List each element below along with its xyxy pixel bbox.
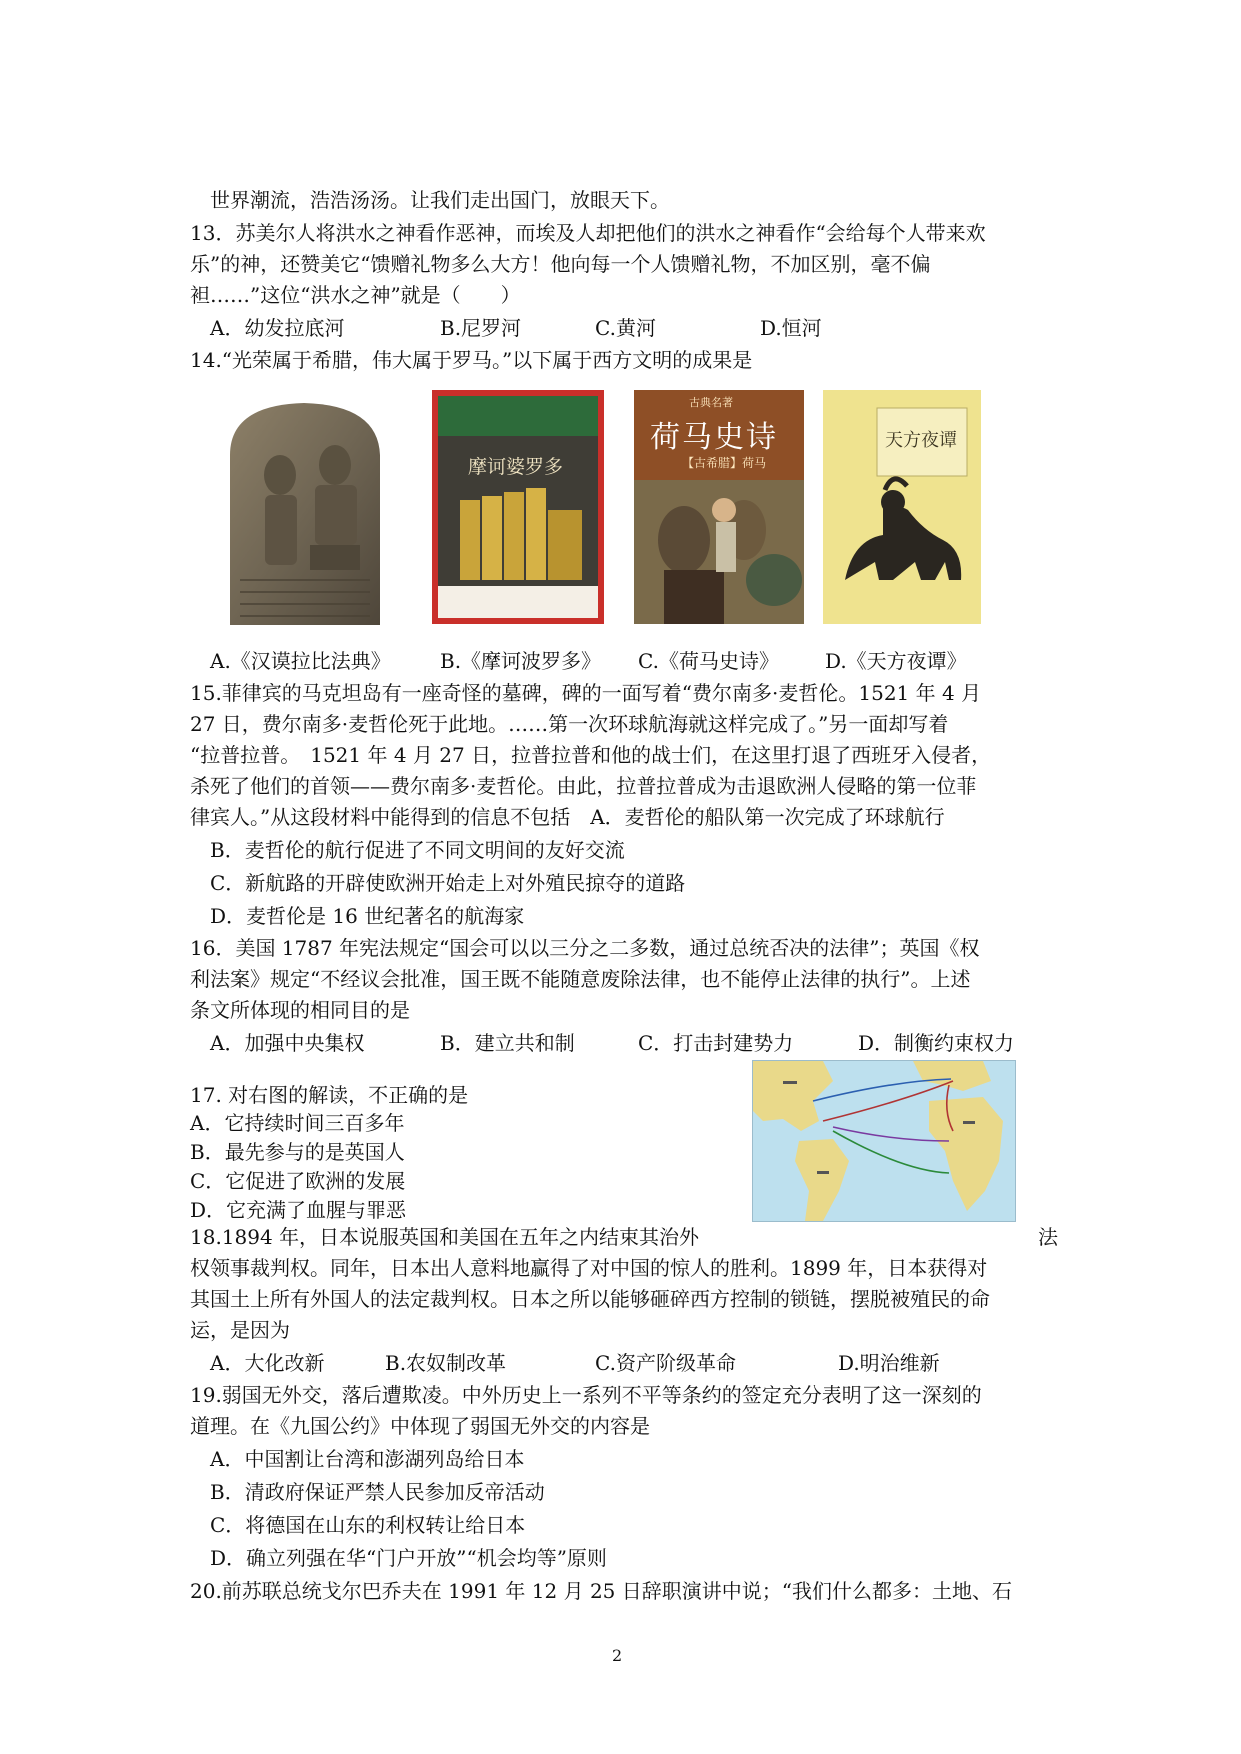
hammurabi-stele-image xyxy=(210,395,398,625)
mahabharata-books-image xyxy=(432,390,604,624)
q15-option-c: C．新航路的开辟使欧洲开始走上对外殖民掠夺的道路 xyxy=(210,871,686,895)
intro-line: 世界潮流，浩浩汤汤。让我们走出国门，放眼天下。 xyxy=(210,188,670,212)
homer-cover-author: 【古希腊】荷马 xyxy=(682,456,767,470)
q17-line-1: 17. 对右图的解读，不正确的是 xyxy=(190,1083,469,1107)
q18-option-c: C.资产阶级革命 xyxy=(595,1351,736,1375)
q14-option-c: C.《荷马史诗》 xyxy=(638,649,779,673)
q17-option-b: B．最先参与的是英国人 xyxy=(190,1140,405,1164)
q13-option-c: C.黄河 xyxy=(595,316,656,340)
q13-option-b: B.尼罗河 xyxy=(440,316,522,340)
q18-line-1-trail: 法 xyxy=(1038,1225,1058,1249)
q18-option-a: A．大化改新 xyxy=(210,1351,325,1375)
q18-line-4: 运，是因为 xyxy=(190,1318,290,1342)
q19-option-a: A．中国割让台湾和澎湖列岛给日本 xyxy=(210,1447,525,1471)
q15-line-2: 27 日，费尔南多·麦哲伦死于此地。……第一次环球航海就这样完成了。”另一面却写着 xyxy=(190,712,949,736)
triangular-trade-map-image xyxy=(752,1060,1016,1222)
q18-line-2: 权领事裁判权。同年，日本出人意料地赢得了对中国的惊人的胜利。1899 年，日本获得对 xyxy=(190,1256,988,1280)
q19-line-2: 道理。在《九国公约》中体现了弱国无外交的内容是 xyxy=(190,1414,650,1438)
q18-line-3: 其国土上所有外国人的法定裁判权。日本之所以能够砸碎西方控制的锁链，摆脱被殖民的命 xyxy=(190,1287,990,1311)
q18-option-d: D.明治维新 xyxy=(838,1351,940,1375)
q13-line-1: 13．苏美尔人将洪水之神看作恶神，而埃及人却把他们的洪水之神看作“会给每个人带来欢 xyxy=(190,221,986,245)
q19-option-b: B．清政府保证严禁人民参加反帝活动 xyxy=(210,1480,545,1504)
q19-line-1: 19.弱国无外交，落后遭欺凌。中外历史上一系列不平等条约的签定充分表明了这一深刻的 xyxy=(190,1383,982,1407)
mahabharata-cover-title: 摩诃婆罗多 xyxy=(468,456,564,478)
q20-line-1: 20.前苏联总统戈尔巴乔夫在 1991 年 12 月 25 日辞职演讲中说；“我们什么都多：土地、石 xyxy=(190,1579,1012,1603)
q15-line-1: 15.菲律宾的马克坦岛有一座奇怪的墓碑，碑的一面写着“费尔南多·麦哲伦。1521 年 4 月 xyxy=(190,681,982,705)
q17-option-d: D．它充满了血腥与罪恶 xyxy=(190,1198,407,1222)
homer-epics-cover-image xyxy=(634,390,804,624)
q17-option-a: A．它持续时间三百多年 xyxy=(190,1111,405,1135)
q16-option-d: D．制衡约束权力 xyxy=(858,1031,1015,1055)
q16-line-2: 利法案》规定“不经议会批准，国王既不能随意废除法律，也不能停止法律的执行”。上述 xyxy=(190,967,971,991)
q16-option-b: B．建立共和制 xyxy=(440,1031,575,1055)
q13-option-d: D.恒河 xyxy=(760,316,822,340)
q14-option-d: D.《天方夜谭》 xyxy=(825,649,967,673)
q15-line-4: 杀死了他们的首领——费尔南多·麦哲伦。由此，拉普拉普成为击退欧洲人侵略的第一位菲 xyxy=(190,774,977,798)
q19-option-d: D．确立列强在华“门户开放”“机会均等”原则 xyxy=(210,1546,607,1570)
q15-line-5: 律宾人。”从这段材料中能得到的信息不包括 A．麦哲伦的船队第一次完成了环球航行 xyxy=(190,805,945,829)
page-number: 2 xyxy=(612,1646,623,1665)
q16-line-3: 条文所体现的相同目的是 xyxy=(190,998,410,1022)
homer-cover-title: 荷马史诗 xyxy=(650,420,778,455)
q16-option-c: C．打击封建势力 xyxy=(638,1031,794,1055)
q19-option-c: C．将德国在山东的利权转让给日本 xyxy=(210,1513,526,1537)
q15-option-b: B．麦哲伦的航行促进了不同文明间的友好交流 xyxy=(210,838,625,862)
q13-line-2: 乐”的神，还赞美它“馈赠礼物多么大方！他向每一个人馈赠礼物，不加区别，毫不偏 xyxy=(190,252,931,276)
q14-option-a: A.《汉谟拉比法典》 xyxy=(210,649,391,673)
q14-option-b: B.《摩诃波罗多》 xyxy=(440,649,602,673)
q13-option-a: A．幼发拉底河 xyxy=(210,316,345,340)
q18-option-b: B.农奴制改革 xyxy=(385,1351,507,1375)
q14-line-1: 14.“光荣属于希腊，伟大属于罗马。”以下属于西方文明的成果是 xyxy=(190,348,753,372)
arabian-nights-cover-image xyxy=(823,390,981,624)
arabian-nights-cover-title: 天方夜谭 xyxy=(885,430,957,451)
q18-line-1: 18.1894 年，日本说服英国和美国在五年之内结束其治外 xyxy=(190,1225,700,1249)
q16-option-a: A．加强中央集权 xyxy=(210,1031,365,1055)
q15-line-3: “拉普拉普。 1521 年 4 月 27 日，拉普拉普和他的战士们，在这里打退了西班牙入侵者， xyxy=(190,743,992,767)
homer-cover-tag: 古典名著 xyxy=(689,396,733,409)
q17-option-c: C．它促进了欧洲的发展 xyxy=(190,1169,406,1193)
q16-line-1: 16．美国 1787 年宪法规定“国会可以以三分之二多数，通过总统否决的法律”；英国《权 xyxy=(190,936,980,960)
q15-option-d: D．麦哲伦是 16 世纪著名的航海家 xyxy=(210,904,525,928)
q13-line-3: 袒……”这位“洪水之神”就是（ ） xyxy=(190,283,521,307)
